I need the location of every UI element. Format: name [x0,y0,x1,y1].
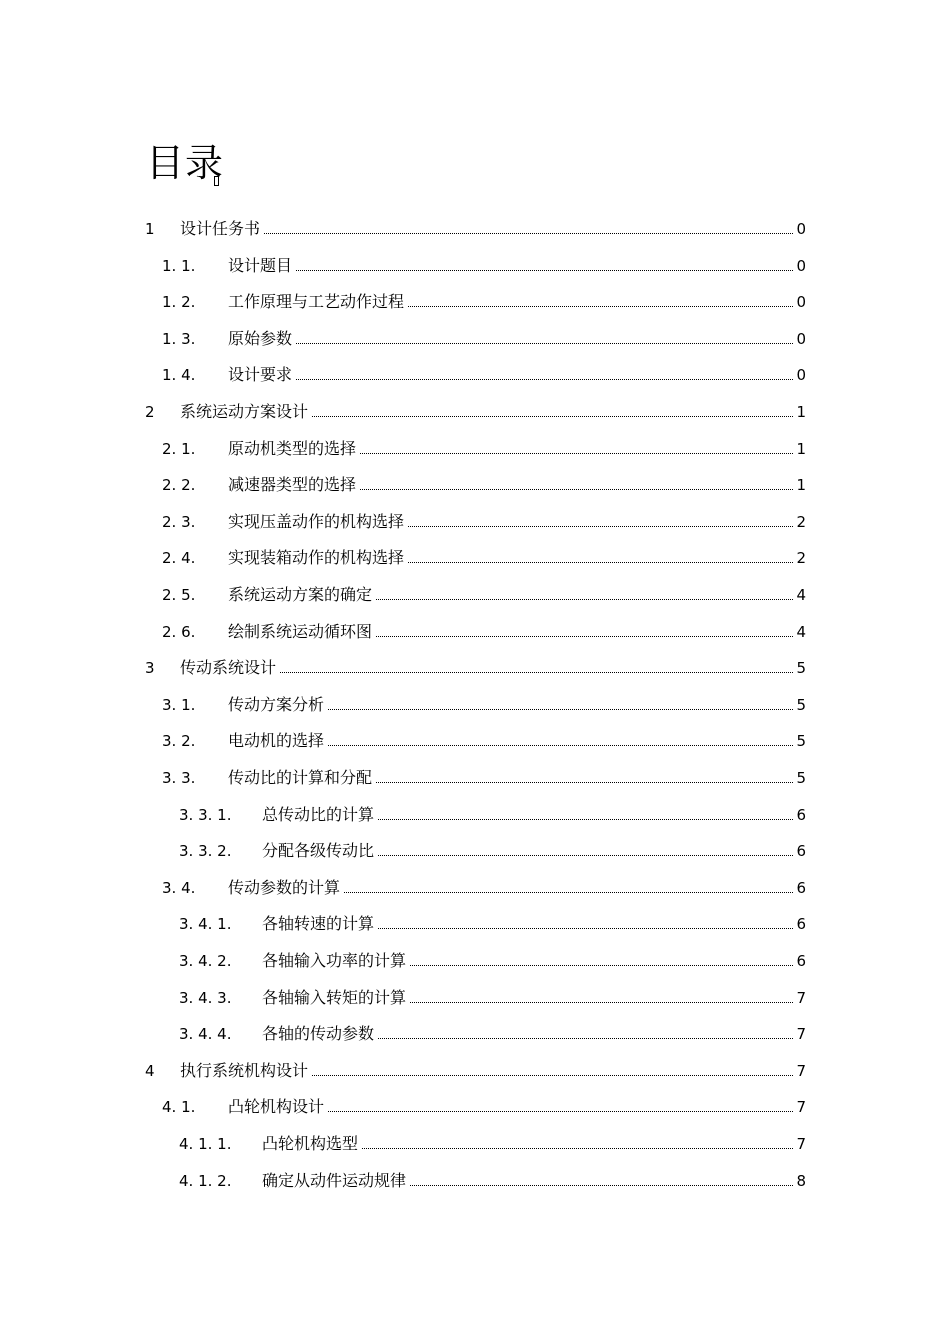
toc-entry-label: 工作原理与工艺动作过程 [228,292,405,312]
toc-entry-number: 1 [145,220,155,238]
toc-entry-number: 1. 1. [162,256,196,275]
toc-entry-line [180,1056,806,1086]
toc-entry-page-number: 6 [796,805,806,824]
toc-dot-leader [376,636,793,637]
toc-dot-leader [378,855,793,856]
toc-entry[interactable] [0,324,950,354]
toc-entry-page-number: 6 [796,915,806,934]
toc-entry-number: 2. 3. [162,512,196,531]
toc-entry[interactable] [0,1092,950,1122]
toc-dot-leader [296,270,793,271]
toc-entry-number: 2. 5. [162,586,196,604]
toc-dot-leader [328,745,793,746]
toc-entry-line [228,1092,806,1122]
toc-entry-page-number: 6 [796,878,806,897]
toc-entry-label: 设计题目 [228,255,293,275]
toc-entry-line [228,726,806,756]
toc-entry-page-number: 8 [796,1171,806,1190]
toc-entry-page-number: 7 [796,1135,806,1153]
toc-entry-page-number: 0 [796,220,806,238]
toc-entry[interactable] [0,617,950,647]
toc-entry[interactable] [0,397,950,427]
toc-entry-number: 1. 3. [162,329,196,348]
toc-entry-line [228,580,806,610]
toc-entry-number: 3. 3. 1. [179,805,232,824]
toc-entry[interactable] [0,726,950,756]
toc-dot-leader [410,1002,793,1003]
toc-entry[interactable] [0,543,950,573]
toc-entry-page-number: 5 [796,695,806,714]
toc-entry-line [228,360,806,390]
toc-entry-label: 绘制系统运动循环图 [228,621,373,641]
toc-dot-leader [376,599,793,600]
toc-dot-leader [360,453,793,454]
toc-dot-leader [378,1038,793,1039]
toc-entry-line [228,324,806,354]
toc-entry-line [228,543,806,573]
toc-entry-line [262,1019,806,1049]
toc-entry-label: 原始参数 [228,328,293,348]
toc-entry-line [228,287,806,317]
toc-entry-label: 执行系统机构设计 [180,1060,309,1080]
toc-entry-page-number: 0 [796,366,806,385]
toc-entry[interactable] [0,690,950,720]
toc-entry-page-number: 0 [796,329,806,348]
toc-entry-line [228,690,806,720]
toc-entry-number: 4. 1. 2. [179,1171,232,1190]
toc-entry-page-number: 0 [796,256,806,275]
toc-entry-line [180,653,806,683]
toc-entry-page-number: 1 [796,439,806,458]
toc-entry-page-number: 5 [796,732,806,751]
toc-entry[interactable] [0,434,950,464]
toc-entry-page-number: 1 [796,403,806,421]
toc-dot-leader [378,928,793,929]
toc-entry-label: 原动机类型的选择 [228,438,357,458]
toc-entry-line [262,1129,806,1159]
toc-entry-label: 各轴的传动参数 [262,1024,375,1044]
toc-entry[interactable] [0,1129,950,1159]
toc-entry[interactable] [0,360,950,390]
toc-entry[interactable] [0,1056,950,1086]
toc-entry-number: 1. 2. [162,293,196,312]
toc-entry-page-number: 7 [796,1061,806,1080]
toc-entry-number: 2. 1. [162,439,196,458]
toc-entry-page-number: 7 [796,1025,806,1044]
toc-entry[interactable] [0,653,950,683]
toc-entry[interactable] [0,470,950,500]
toc-entry-number: 3. 2. [162,732,196,751]
toc-dot-leader [296,379,793,380]
toc-entry[interactable] [0,836,950,866]
toc-entry-label: 系统运动方案的确定 [228,585,373,604]
toc-dot-leader [328,709,793,710]
toc-dot-leader [312,1075,793,1076]
toc-entry-line [228,763,806,793]
toc-entry-number: 3. 4. [162,878,196,897]
toc-entry-line [262,836,806,866]
toc-dot-leader [410,965,793,966]
toc-entry-page-number: 0 [796,293,806,312]
toc-dot-leader [362,1148,793,1149]
toc-dot-leader [328,1111,793,1112]
toc-entry-line [180,214,806,244]
toc-entry-page-number: 6 [796,842,806,861]
toc-entry-label: 传动比的计算和分配 [228,768,373,787]
bookmark-marker-icon [214,176,219,186]
toc-dot-leader [410,1185,793,1186]
toc-entry-line [228,507,806,537]
toc-entry[interactable] [0,800,950,830]
toc-dot-leader [408,562,793,563]
toc-dot-leader [280,672,793,673]
toc-entry-number: 4. 1. 1. [179,1135,232,1153]
toc-entry-label: 凸轮机构设计 [228,1097,325,1117]
toc-dot-leader [312,416,793,417]
toc-entry-label: 各轴输入功率的计算 [262,951,407,970]
toc-entry-line [228,251,806,281]
toc-entry-number: 2. 2. [162,476,196,495]
toc-entry-page-number: 7 [796,1098,806,1117]
toc-entry[interactable] [0,873,950,903]
toc-entry-label: 减速器类型的选择 [228,475,357,495]
toc-entry-label: 确定从动件运动规律 [262,1170,407,1190]
toc-entry-page-number: 5 [796,769,806,787]
toc-entry-number: 4. 1. [162,1098,196,1117]
toc-entry-label: 分配各级传动比 [262,841,375,861]
toc-entry-page-number: 2 [796,549,806,568]
toc-entry-number: 3 [145,659,155,678]
toc-entry-number: 3. 4. 4. [179,1025,232,1044]
toc-entry-number: 3. 3. 2. [179,842,232,861]
toc-entry[interactable] [0,251,950,281]
toc-dot-leader [264,233,793,234]
toc-entry-label: 传动方案分析 [228,694,325,714]
toc-dot-leader [376,782,793,783]
toc-entry-number: 2. 6. [162,622,196,641]
toc-entry[interactable] [0,1019,950,1049]
toc-entry-label: 传动参数的计算 [228,877,341,897]
toc-dot-leader [408,526,793,527]
toc-entry[interactable] [0,507,950,537]
toc-entry[interactable] [0,214,950,244]
toc-entry-line [262,1166,806,1196]
toc-entry-label: 实现压盖动作的机构选择 [228,511,405,531]
toc-dot-leader [408,306,793,307]
toc-entry-label: 总传动比的计算 [262,804,375,824]
toc-entry-label: 各轴转速的计算 [262,914,375,934]
toc-entry-label: 设计要求 [228,365,293,385]
toc-entry-line [262,946,806,976]
toc-entry-line [228,434,806,464]
toc-entry-page-number: 4 [796,622,806,641]
toc-entry-label: 传动系统设计 [180,658,277,678]
toc-entry-page-number: 6 [796,952,806,970]
toc-entry[interactable] [0,909,950,939]
toc-entry[interactable] [0,287,950,317]
toc-entry-label: 系统运动方案设计 [180,402,309,421]
toc-dot-leader [344,892,793,893]
toc-entry-line [262,983,806,1013]
toc-entry-number: 3. 1. [162,695,196,714]
toc-entry-number: 4 [145,1061,155,1080]
toc-entry[interactable] [0,1166,950,1196]
toc-entry-line [228,617,806,647]
toc-entry[interactable] [0,946,950,976]
toc-entry[interactable] [0,763,950,793]
toc-entry-label: 实现装箱动作的机构选择 [228,548,405,568]
toc-entry-line [228,873,806,903]
toc-entry-line [262,909,806,939]
toc-entry-label: 凸轮机构选型 [262,1134,359,1153]
toc-entry-page-number: 2 [796,512,806,531]
toc-entry-number: 3. 4. 1. [179,915,232,934]
toc-entry-line [262,800,806,830]
toc-entry-page-number: 4 [796,586,806,604]
toc-entry-line [180,397,806,427]
toc-entry[interactable] [0,983,950,1013]
toc-entry-number: 2. 4. [162,549,196,568]
toc-entry-number: 2 [145,403,155,421]
toc-entry-page-number: 5 [796,659,806,678]
toc-entry-label: 各轴输入转矩的计算 [262,987,407,1007]
toc-entry-number: 3. 3. [162,769,196,787]
toc-dot-leader [360,489,793,490]
toc-entry-number: 3. 4. 3. [179,988,232,1007]
toc-entry-page-number: 7 [796,988,806,1007]
toc-entry-label: 设计任务书 [180,219,261,238]
toc-title: 目录 [146,141,225,185]
toc-entry-page-number: 1 [796,476,806,495]
toc-dot-leader [378,819,793,820]
toc-entry[interactable] [0,580,950,610]
toc-dot-leader [296,343,793,344]
toc-entry-number: 1. 4. [162,366,196,385]
toc-entry-label: 电动机的选择 [228,731,325,751]
toc-entry-line [228,470,806,500]
toc-entry-number: 3. 4. 2. [179,952,232,970]
